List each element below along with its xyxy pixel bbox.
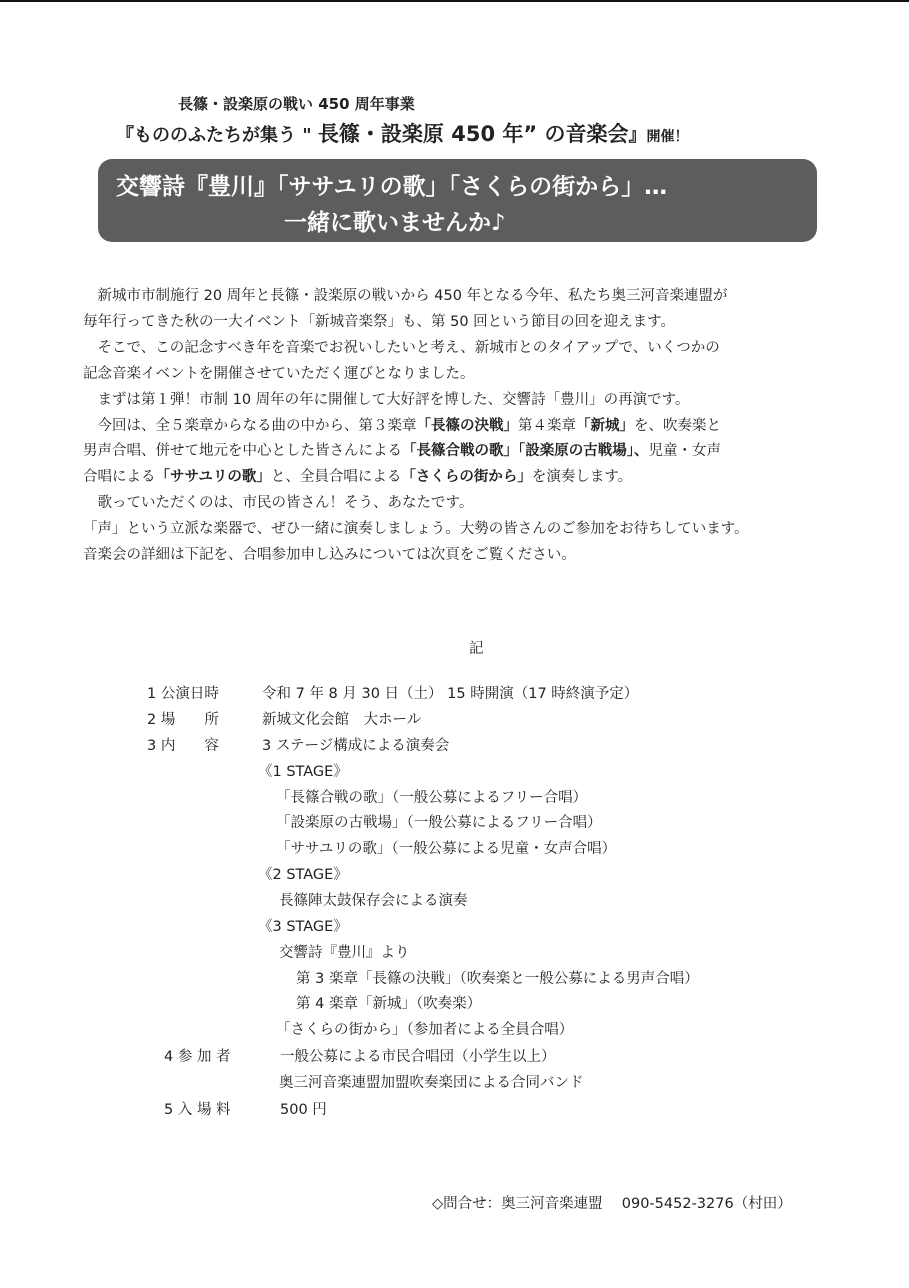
- intro-line: [83, 439, 873, 465]
- detail-label-content: 3 内 容: [147, 738, 219, 754]
- intro-text: 今回は、全５楽章からなる曲の中から、第３楽章: [83, 417, 417, 434]
- intro-text: を演奏します。: [531, 469, 633, 486]
- intro-paragraphs: [83, 284, 873, 569]
- stage-1-item: 「設楽原の古戦場」（一般公募によるフリー合唱）: [276, 815, 602, 831]
- banner-line-2: 一緒に歌いませんか♪: [284, 210, 506, 236]
- intro-bold: 「長篠合戦の歌」「設楽原の古戦場」、: [402, 443, 649, 460]
- intro-text: 合唱による: [83, 469, 156, 486]
- intro-bold: 「長篠の決戦」: [416, 417, 518, 434]
- intro-bold: 「新城」: [576, 417, 634, 434]
- contact-info: ◇問合せ：奥三河音楽連盟 090-5452-3276（村田）: [432, 1196, 792, 1212]
- detail-label-date: 1 公演日時: [147, 686, 219, 702]
- event-title-part4: 開催！: [646, 129, 689, 145]
- stage-3-item: 交響詩『豊川』より: [279, 945, 410, 961]
- headline-banner: [98, 159, 817, 242]
- detail-value-content: 3 ステージ構成による演奏会: [262, 738, 450, 754]
- event-title-part3: 』: [628, 125, 647, 146]
- stage-2-heading: 《2 STAGE》: [258, 867, 348, 883]
- intro-line: 記念音楽イベントを開催させていただく運びとなりました。: [83, 365, 475, 382]
- intro-text: を、吹奏楽と: [634, 417, 721, 434]
- stage-1-heading: 《1 STAGE》: [258, 764, 348, 780]
- intro-line: 音楽会の詳細は下記を、合唱参加申し込みについては次頁をご覧ください。: [83, 547, 576, 564]
- detail-label-participants: 4 参 加 者: [164, 1049, 231, 1065]
- stage-3-movement: 第 4 楽章「新城」（吹奏楽）: [296, 996, 482, 1012]
- detail-value-date: 令和 7 年 8 月 30 日（土） 15 時開演（17 時終演予定）: [262, 686, 639, 702]
- intro-text: と、全員合唱による: [270, 469, 402, 486]
- detail-value-participants: 奥三河音楽連盟加盟吹奏楽団による合同バンド: [279, 1075, 584, 1091]
- intro-line: 「声」という立派な楽器で、ぜひ一緒に演奏しましょう。大勢の皆さんのご参加をお待ちしています。: [83, 521, 749, 538]
- detail-label-admission: 5 入 場 料: [164, 1102, 231, 1118]
- intro-bold: 「さくらの街から」: [401, 469, 532, 486]
- detail-label-venue: 2 場 所: [147, 712, 219, 728]
- top-border-line: [0, 0, 909, 2]
- event-title: [116, 118, 689, 148]
- banner-line-1: 交響詩『豊川』「ササユリの歌」「さくらの街から」…: [116, 174, 668, 200]
- intro-line: [83, 414, 873, 440]
- intro-text: 第４楽章: [518, 417, 576, 434]
- event-title-part1: 『もののふたちが集う ": [116, 125, 318, 146]
- stage-3-item: 「さくらの街から」（参加者による全員合唱）: [276, 1022, 574, 1038]
- stage-1-item: 「ササユリの歌」（一般公募による児童・女声合唱）: [276, 841, 617, 857]
- notice-heading: 記: [469, 641, 484, 657]
- intro-text: 男声合唱、併せて地元を中心とした皆さんによる: [83, 443, 402, 460]
- intro-line: そこで、この記念すべき年を音楽でお祝いしたいと考え、新城市とのタイアップで、いくつかの: [83, 339, 720, 356]
- detail-value-venue: 新城文化会館 大ホール: [262, 712, 422, 728]
- intro-line: 新城市市制施行 20 周年と長篠・設楽原の戦いから 450 年となる今年、私たち奥三河音楽連盟が: [83, 288, 728, 304]
- stage-2-item: 長篠陣太鼓保存会による演奏: [279, 893, 468, 909]
- stage-1-item: 「長篠合戦の歌」（一般公募によるフリー合唱）: [276, 790, 588, 806]
- intro-bold: 「ササユリの歌」: [155, 469, 271, 486]
- event-subtitle: 長篠・設楽原の戦い 450 周年事業: [178, 95, 415, 113]
- intro-line: 歌っていただくのは、市民の皆さん！そう、あなたです。: [83, 495, 474, 512]
- detail-value-participants: 一般公募による市民合唱団（小学生以上）: [280, 1049, 556, 1065]
- stage-3-movement: 第 3 楽章「長篠の決戦」（吹奏楽と一般公募による男声合唱）: [296, 971, 699, 987]
- stage-3-heading: 《3 STAGE》: [258, 919, 348, 935]
- event-title-part2: 長篠・設楽原 450 年” の音楽会: [317, 122, 629, 146]
- detail-value-admission: 500 円: [280, 1102, 327, 1118]
- intro-text: 児童・女声: [648, 443, 721, 460]
- intro-line: [83, 465, 873, 491]
- intro-line: 毎年行ってきた秋の一大イベント「新城音楽祭」も、第 50 回という節目の回を迎えます。: [83, 313, 676, 330]
- intro-line: まずは第１弾！市制 10 周年の年に開催して大好評を博した、交響詩「豊川」の再演です。: [83, 391, 690, 408]
